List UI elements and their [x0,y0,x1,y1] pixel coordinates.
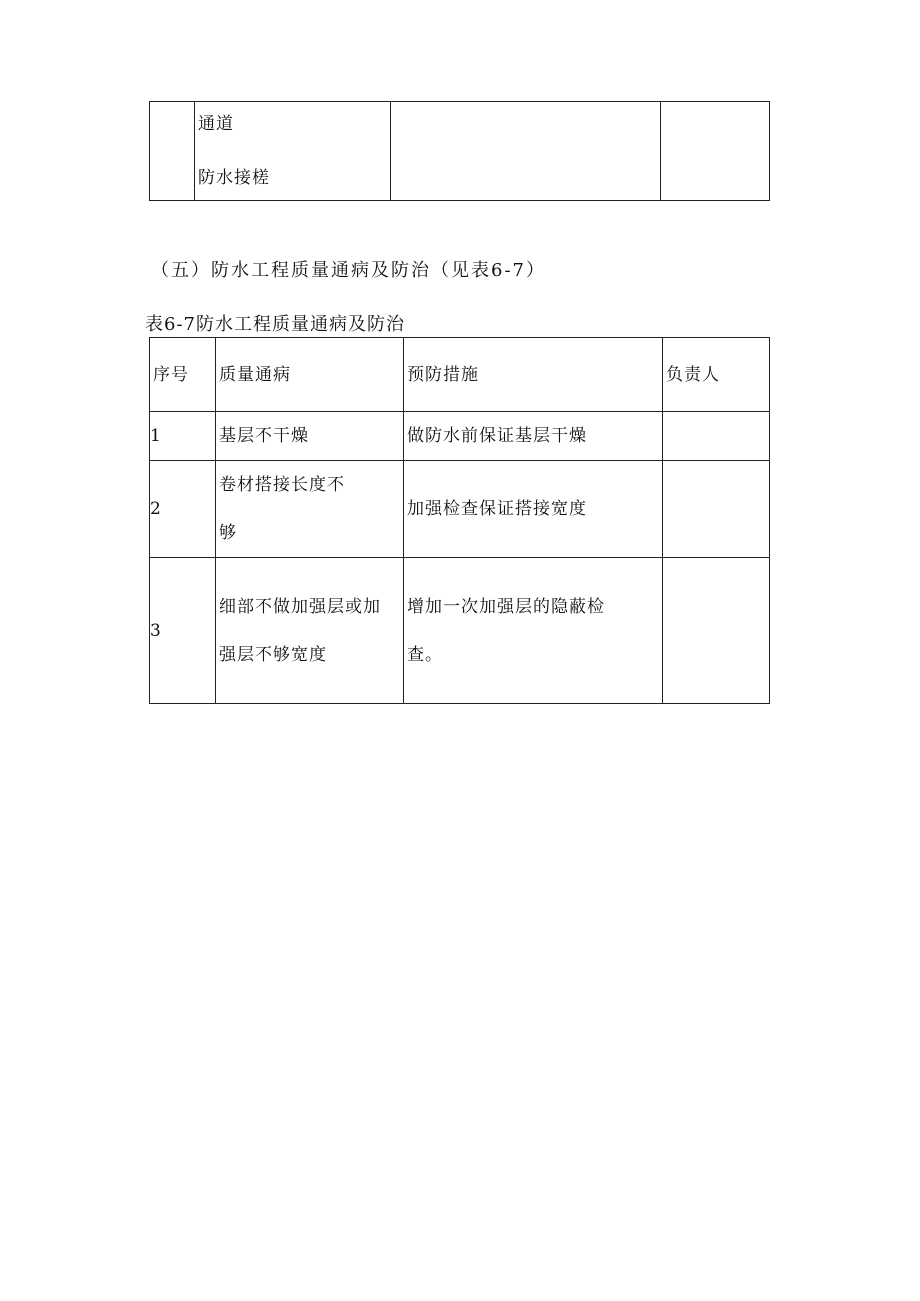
header-person: 负责人 [663,338,770,412]
table-row [150,102,770,201]
header-prevention: 预防措施 [404,338,663,412]
defect-line: 基层不干燥 [219,426,309,446]
prevention-line: 增加一次加强层的隐蔽检 [407,596,605,617]
person-cell [663,412,770,461]
defect-line: 够 [219,523,237,543]
item-cell [195,102,391,201]
measure-cell [391,102,661,201]
item-line: 通道 [198,114,234,134]
person-cell [661,102,770,201]
person-cell [663,558,770,704]
prevention-line: 查。 [407,644,443,665]
index-cell: 3 [150,558,216,704]
quality-defects-table [149,337,770,704]
header-defect: 质量通病 [216,338,404,412]
prevention-cell [404,412,663,461]
defect-line: 细部不做加强层或加 [219,596,381,617]
index-cell [150,102,195,201]
index-cell: 1 [150,412,216,461]
prevention-line: 加强检查保证搭接宽度 [407,499,587,519]
continued-table [149,101,770,201]
prevention-cell [404,558,663,704]
header-index: 序号 [150,338,216,412]
table-row [150,412,770,461]
prevention-cell [404,461,663,558]
defect-cell [216,412,404,461]
index-cell: 2 [150,461,216,558]
table-header-row [150,338,770,412]
defect-line: 强层不够宽度 [219,644,327,665]
defect-line: 卷材搭接长度不 [219,475,345,495]
item-line: 防水接槎 [198,168,270,188]
table-caption: 表6-7防水工程质量通病及防治 [145,314,405,335]
defect-cell [216,461,404,558]
prevention-line: 做防水前保证基层干燥 [407,426,587,446]
defect-cell [216,558,404,704]
table-row [150,558,770,704]
table-row [150,461,770,558]
person-cell [663,461,770,558]
section-heading: （五）防水工程质量通病及防治（见表6-7） [151,260,546,281]
